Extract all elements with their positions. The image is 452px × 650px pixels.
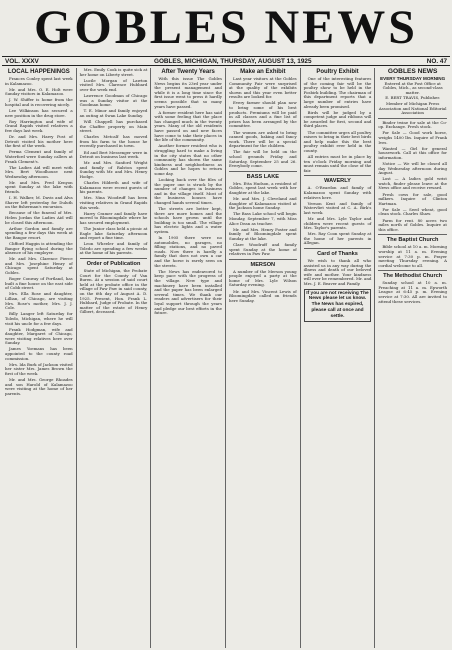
paragraph: A former resident here has said with some feeling that the place has changed much in the twenty years. Many of the old residents have passed on and new faces have come to take their places in the life of the community. [154,109,222,143]
paragraph: The committee urges all poultry raisers to bring in their best birds and help make this the best poultry exhibit ever held in the county. [303,129,372,153]
dateline [2,56,450,66]
poultry-heading: Poultry Exhibit [316,69,359,75]
divider [304,175,372,176]
paragraph: Mr. and Mrs. Clarence Pierce and Mrs. Josephine Henry of Chicago spent Saturday at Gobles. [5,256,73,276]
paragraph: Mr. and Mrs. Fred Kenyon spent Sunday at the lake with friends. [5,179,73,195]
divider [229,171,297,172]
paragraph: The streets are better kept, there are more homes and the schools have grown until the building is too small. The village has electric lights and a water system. [154,206,222,234]
paragraph: The News has endeavored to keep pace with the progress of the village. New type and machinery have been installed and the paper has been enlarged several times. We thank our readers and advertisers for their loyal support through the years and pledge our best efforts in the future. [154,268,222,316]
paragraph: Charles Hildreth and wife of Kalamazoo were recent guests of his parents. [79,180,148,195]
paragraph: Roger Conway of Portland, has built a fine house on the east side of Cobb street. [5,276,73,291]
column-2 [77,68,152,648]
paragraph: Charles Metcalf has moved from his farm to the house he recently purchased in town. [79,134,148,149]
column-6 [375,68,450,648]
paragraph: With this issue The Gobles News begins its 23rd year under the present management and while it is a long time since the first issue went to press it hardly seems possible that so many years have passed. [154,76,222,109]
paragraph: Frances Conley spent last week in Kalamazoo. [5,76,73,86]
paragraph: T. E. Minor and family enjoyed an outing at Swan Lake Sunday. [79,108,148,118]
poultry-body [304,77,372,173]
paragraph: Mrs. Etta Hudson, a resident of Gobles, spent last week with her daughter at the lake. [228,180,297,195]
publisher-box-lines [378,82,447,116]
editorial-body [154,77,222,316]
paragraph: I. H. Walker, M. Davis and Alva Shaver left yesterday for Duluth on the fisherman's excursion. [5,195,73,210]
order-heading: Order of Publication [86,260,141,267]
paragraph: Mr. and Mrs. Sanford Wright and family of Ralston spent Sunday with Mr. and Mrs. Henry Hodge. [79,160,148,179]
paragraph: Clifford Haggin is attending the Bangor flying school during the absence of his employer. [5,241,73,256]
paragraph: Mrs. Ella Rose and daughter, Lillian, of Chicago, are visiting Mrs. Rose's mother, Mrs. J. J. Cole. [5,291,73,311]
paragraph: Bible school at 10 a. m. Morning worship at 11 a. m. Evening service at 7:30 p. m. Prayer meeting Thursday evening. A cordial welcome to all. [378,244,447,268]
paragraph: E. BERT TRAVIS, Publisher. [385,95,441,101]
paragraph: Mr. and Mrs. J. Cleveland and daughter of Kalamazoo visited at the Jackson home Sunday. [228,196,297,211]
paragraph: Billy Langer left Saturday for Toledo, Michigan, where he will visit his uncle for a few days. [5,311,73,326]
paragraph: The Junior class held a picnic at Eagle lake Saturday afternoon and report a fine time. [79,225,148,241]
subscription-notice: If you are not receiving The News please let us know. The News has expired, please call at once and settle. [304,289,372,322]
paragraph: Farm for rent. 80 acres two miles north of Gobles. Inquire at this office. [378,217,447,232]
paragraph: The fair will be held on the school grounds Friday and Saturday, September 25 and 26. Everybody come. [228,149,297,169]
paragraph: Mr. and Mrs. Lyle Taylor and children were recent guests of Mrs. Taylor's parents. [303,215,372,231]
issue-number: NO. 47 [426,57,447,65]
paragraph: Leon Wheeler and family of Toledo are spending a few weeks at the home of his parents. [79,241,148,256]
divider [378,270,447,271]
paragraph: Arthur Gordon and family are spending a few days this week at the Bangor resort. [5,225,73,240]
classified-body [378,121,447,233]
paragraph: Mr. and Mrs. O. E. Holt were Sunday visitors in Kalamazoo. [5,86,73,97]
column-3 [151,68,226,648]
paragraph: Notice — We will be closed all day Wednesday afternoon during August. [378,161,447,176]
merson-body [229,270,297,304]
place-date: GOBLES, MICHIGAN, THURSDAY, AUGUST 13, 1925 [153,57,312,65]
paragraph: Roy Harrington and wife of Grand Rapids visited relatives a few days last week. [5,118,73,133]
paragraph: Ed and Bert Messenger were in Detroit on business last week. [79,149,148,160]
divider [378,118,447,119]
paragraph: Lost — A ladies gold wrist watch, finder please leave at the News office and receive reward. [378,176,447,191]
card-of-thanks-heading: Card of Thanks [317,251,358,257]
order-text: State of Michigan, the Probate Court for the County of Van Buren. At a session of said court held at the probate office in the village of Paw Paw in said county, on the 6th day of August A. D. 1925. Present, Hon. Frank L. Hubbard, Judge of Probate. In the matter of the estate of Henry Gilbert, deceased. [79,267,148,315]
paragraph: One of the interesting features of the coming fair will be the poultry show to be held in the Fosbirk building. The chairman of this department reports that a large number of entries have already been promised. [303,76,372,109]
masthead-title: GOBLES NEWS [34,1,418,54]
paragraph: Birds will be judged by a competent judge and ribbons will be awarded for first, second and third places. [303,109,372,129]
paragraph: Frank Hodgman, wife and daughter, Margaret of Chicago, were visiting relatives here over Sunday. [5,326,73,346]
paragraph: Every farmer should plan now to bring some of his best products. Premiums will be paid in all classes and a fine list of prizes has been arranged by the committee. [228,100,297,129]
paragraph: Looking back over the files of the paper one is struck by the number of changes in business and in the village itself. Most of the business houses have changed hands several times. [154,176,222,205]
baptist-church-body [378,245,447,268]
exhibit-heading: Make an Exhibit [240,69,286,75]
paragraph: We wish to thank all who assisted us in any way during the illness and death of our beloved wife and mother. Your kindness will ever be remembered. Mr. and Mrs. J. E. Beaver and Family. [303,258,372,286]
editorial-heading: After Twenty Years [161,69,215,75]
local-happenings-body [5,77,73,396]
paragraph: Lee Wilkinson has secured a new position in the drug store. [5,108,73,118]
paragraph: Mrs. Emily Cook is quite sick at her home on Liberty street. [79,68,148,77]
paragraph: Mrs. Nina Woodruff has been visiting relatives in Grand Rapids this week. [79,195,148,210]
paragraph: Entered at the Post Office at Gobles, Mich., as second-class matter. [382,80,443,95]
paragraph: Will Chappell has purchased the Chaffee property on Main street. [79,118,148,134]
merson-heading: MERSON [250,261,276,268]
paragraph: Mrs. Ida Burk of Jackson visited her sister Mrs. James Brown the first of the week. [5,361,73,376]
divider [304,248,372,249]
paragraph: Lawrence Goodman of Chicago was a Sunday visitor at the Goodman home. [79,92,148,108]
paragraph: Fresh cows for sale, good milkers. Inquire of Clinton Hartman. [378,191,447,206]
paragraph: Harry Cramer and family have moved to Bloomingdale where he has secured employment. [79,210,148,225]
divider [229,259,297,260]
paragraph: The Ladies Aid will meet with Mrs. Bert Woodhouse next Wednesday afternoon. [5,164,73,179]
bass-lake-body [229,182,297,257]
divider [378,234,447,235]
paragraph: Mrs. Ray Coon spent Sunday at the home of her parents in Allegan. [303,231,372,246]
volume-label: VOL. XXXV [5,57,39,65]
paragraph: Mr. and Mrs. George Rhoades and son Harold of Kalamazoo were visiting at the home of her parents. [5,377,73,396]
paragraph: Clare Woodruff and family spent Sunday at the home of relatives in Paw Paw. [228,241,297,257]
exhibit-body [229,77,297,169]
local-happenings-heading: LOCAL HAPPENINGS [7,69,70,75]
paragraph: Another former resident who is struggling hard to make a living in the city states that no other community has shown the same kindness and neighborliness as Gobles and he hopes to return some day. [154,143,222,176]
paragraph: A. O'Reardon and family of Kalamazoo spent Sunday with relatives here. [303,185,372,200]
methodist-church-heading: The Methodist Church [383,273,443,280]
paragraph: Member of Michigan Press Association and National Editorial Association [378,100,447,116]
paragraph: Mr. and Mrs. Henry Foster and family of Bloomingdale spent Sunday at the lake. [228,226,297,241]
personals-body [80,68,148,256]
column-5 [301,68,376,648]
publisher-box-title: GOBLES NEWS [387,68,438,75]
paragraph: James Yoemans has been appointed to the county road commission. [5,346,73,361]
column-1 [2,68,77,648]
paragraph: The Bass Lake school will begin Monday, September 7, with Miss Alice Dean as teacher. [228,211,297,226]
paragraph: The women are asked to bring canned goods, baking and fancy work. There will be a special department for the children. [228,129,297,149]
paragraph: J. W. Shiffer is home from the hospital and is recovering nicely. [5,97,73,107]
paragraph: Wanted — Girl for general housework. Call at this office for information. [378,145,447,160]
paragraph: For Sale — Good work horse, weighs 1400 lbs. Inquire of Frank Ives. [378,130,447,145]
paragraph: In 1905 there were no automobiles, no garages, no filling stations, and no paved roads. Now there is hardly a family that does not own a car and the horse is rarely seen on the streets. [154,235,222,268]
paragraph: Mr. and Mrs. Vincent Lewis of Bloomingdale called on friends here Sunday. [228,288,297,303]
waverly-body [304,186,372,246]
divider [80,258,148,259]
bass-lake-heading: BASS LAKE [246,173,279,180]
card-of-thanks-body [304,259,372,287]
paragraph: For Sale — Seed wheat, good clean stock. Charles Shaw. [378,206,447,217]
paragraph: Sunday school at 10 a. m. Preaching at 11 a. m. Epworth League at 6:45 p. m. Evening service at 7:30. All are invited to attend these services. [378,280,447,304]
publisher-box-subtitle: EVERY THURSDAY MORNING [380,76,446,81]
paragraph: A number of the Merson young people enjoyed a party at the home of Mrs. Lyle Wilson Saturday evening. [228,268,297,288]
paragraph: Binder twine for sale at the Co-op. Exchange. Fresh stock. [378,119,447,130]
paragraph: Vernon Kent and family of Watervliet visited at C. A. Birk's last week. [303,200,372,215]
paragraph: All entries must be in place by ten o'clock Friday morning and must remain until the close of the fair. [303,154,372,173]
paragraph: Last year visitors at the Gobles Community Fair were surprised at the quality of the exhibits shown and this year even better results are looked for. [228,76,297,100]
baptist-church-heading: The Baptist Church [386,237,439,244]
column-4 [226,68,301,648]
methodist-church-body [378,281,447,304]
paragraph: Because of the funeral of Mrs. Helen Jordan the Ladies Aid will be closed this afternoon. [5,210,73,225]
paragraph: Dr. and Mrs. Harry Post of Detroit visited his mother here the first of the week. [5,134,73,149]
article-columns [2,68,450,648]
paragraph: Perma Clement and family of Waterford were Sunday callers at Frank Clement's. [5,149,73,164]
waverly-heading: WAVERLY [324,178,351,185]
paragraph: Lucile Morgan of Lawton visited Mrs. Clarence Hubbard over the week end. [79,77,148,92]
